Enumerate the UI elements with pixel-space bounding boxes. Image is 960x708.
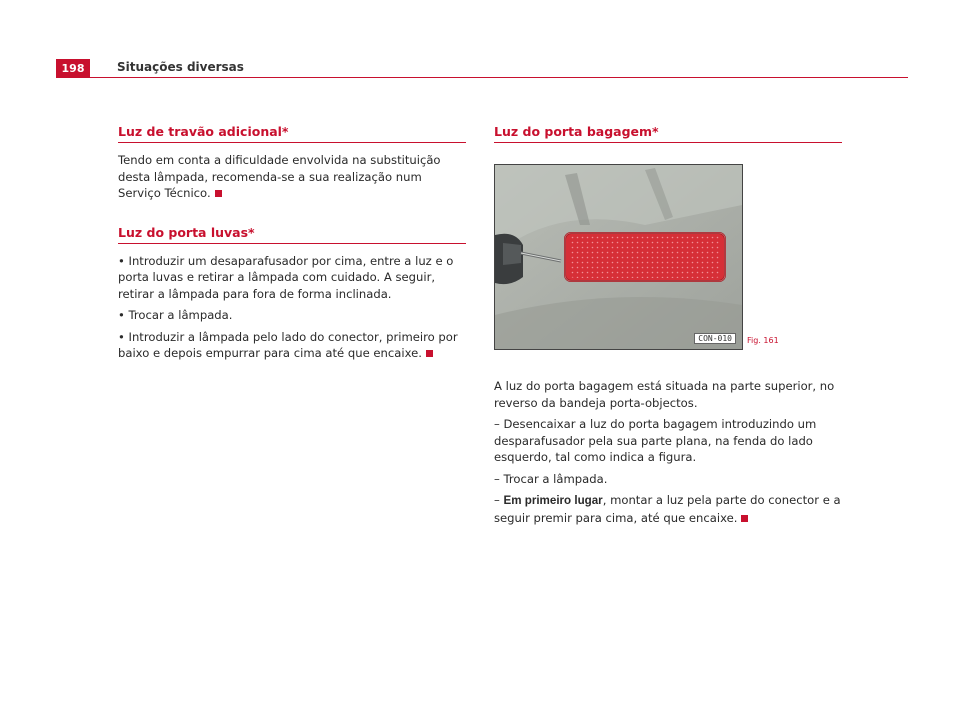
header-rule <box>56 77 908 78</box>
end-mark-icon <box>426 350 433 357</box>
figure-code-label: CON-010 <box>694 333 736 344</box>
luggage-light-illustration <box>495 165 742 349</box>
figure-caption: Fig. 161 <box>747 336 779 345</box>
luggage-light-figure <box>494 164 743 350</box>
figure-wrapper <box>494 164 842 350</box>
luggage-step-3 <box>494 492 842 526</box>
luggage-step-1: – Desencaixar a luz do porta bagagem introduzindo um desparafusador pela sua parte plana, na fenda do lado esquerdo, tal como indica a figura. <box>494 417 817 464</box>
right-column <box>494 124 842 526</box>
page-number: 198 <box>56 59 90 78</box>
glovebox-step-3 <box>118 329 466 362</box>
brake-light-text: Tendo em conta a dificuldade envolvida na substituição desta lâmpada, recomenda-se a sua realização num Serviço Técnico. <box>118 153 441 200</box>
luggage-intro: A luz do porta bagagem está situada na parte superior, no reverso da bandeja porta-objectos. <box>494 379 835 410</box>
heading-luggage-light: Luz do porta bagagem* <box>494 124 842 143</box>
brake-light-paragraph <box>118 152 466 202</box>
step-3-prefix: – <box>494 493 504 507</box>
end-mark-icon <box>215 190 222 197</box>
luggage-step-2: – Trocar a lâmpada. <box>494 471 608 486</box>
step-3-rest: , montar a luz pela parte do conector e a seguir premir para cima, até que encaixe. <box>494 493 841 525</box>
step-3-emphasis: Em primeiro lugar <box>503 494 603 507</box>
end-mark-icon <box>741 515 748 522</box>
heading-brake-light: Luz de travão adicional* <box>118 124 466 143</box>
heading-glovebox-light: Luz do porta luvas* <box>118 225 466 244</box>
glovebox-step-1: • Introduzir um desaparafusador por cima, entre a luz e o porta luvas e retirar a lâmpada com cuidado. A seguir, retirar a lâmpada para fora de forma inclinada. <box>118 253 454 301</box>
glovebox-step-3-text: • Introduzir a lâmpada pelo lado do conector, primeiro por baixo e depois empurrar para cima até que encaixe. <box>118 329 458 360</box>
left-column <box>118 124 466 362</box>
glovebox-step-2: • Trocar a lâmpada. <box>118 308 233 322</box>
section-header: Situações diversas <box>117 60 244 74</box>
